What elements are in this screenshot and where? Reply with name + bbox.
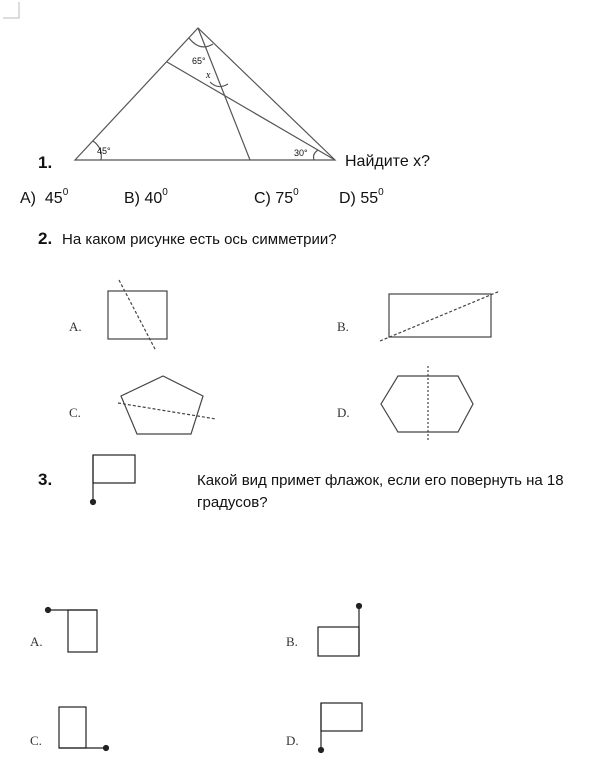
question-1-prompt: Найдите x? — [345, 153, 431, 170]
main-flag-dot — [91, 500, 96, 505]
angle-label-right: 30° — [294, 148, 308, 158]
flag-c-dot — [104, 746, 109, 751]
angle-label-top: 65° — [192, 56, 206, 66]
flag-c-cloth — [59, 707, 86, 748]
figure-c-line — [118, 403, 216, 419]
flag-d-cloth — [321, 703, 362, 731]
question-2-number: 2. — [38, 229, 53, 248]
figure-label-c: C. — [69, 405, 81, 420]
angle-label-x: x — [206, 70, 211, 81]
flag-label-a: A. — [30, 634, 43, 649]
flag-label-c: C. — [30, 733, 42, 748]
question-1-number: 1. — [38, 153, 53, 172]
flag-b-dot — [357, 604, 362, 609]
corner-mark — [3, 2, 19, 18]
main-flag-cloth — [93, 455, 135, 483]
option-d[interactable]: D) $55^0$ — [339, 187, 384, 207]
question-3-number: 3. — [38, 470, 53, 489]
figure-label-b: B. — [337, 319, 349, 334]
figure-label-a: A. — [69, 319, 82, 334]
figure-d-hexagon — [381, 376, 473, 432]
option-c[interactable]: C) $75^0$ — [254, 187, 299, 207]
angle-arc-right — [314, 150, 319, 160]
question-3-prompt-line1: Какой вид примет флажок, если его повернуть на 18 — [197, 472, 564, 489]
flag-a-cloth — [68, 610, 97, 652]
figure-a-rectangle — [108, 291, 167, 339]
cevian-line — [167, 62, 335, 160]
flag-label-b: B. — [286, 634, 298, 649]
flag-d-dot — [319, 748, 324, 753]
question-3-prompt-line2: градусов? — [197, 494, 268, 511]
option-a[interactable]: A) $45^0$ — [20, 187, 69, 207]
option-b[interactable]: B) $40^0$ — [124, 187, 168, 207]
flag-label-d: D. — [286, 733, 299, 748]
cevian-line — [198, 28, 250, 160]
q1-triangle-figure — [75, 28, 335, 160]
figure-label-d: D. — [337, 405, 350, 420]
angle-label-left: 45° — [97, 146, 111, 156]
figure-b-line — [380, 291, 500, 341]
question-2-prompt: На каком рисунке есть ось симметрии? — [62, 231, 337, 248]
flag-b-cloth — [318, 627, 359, 656]
flag-a-dot — [46, 608, 51, 613]
triangle — [75, 28, 335, 160]
